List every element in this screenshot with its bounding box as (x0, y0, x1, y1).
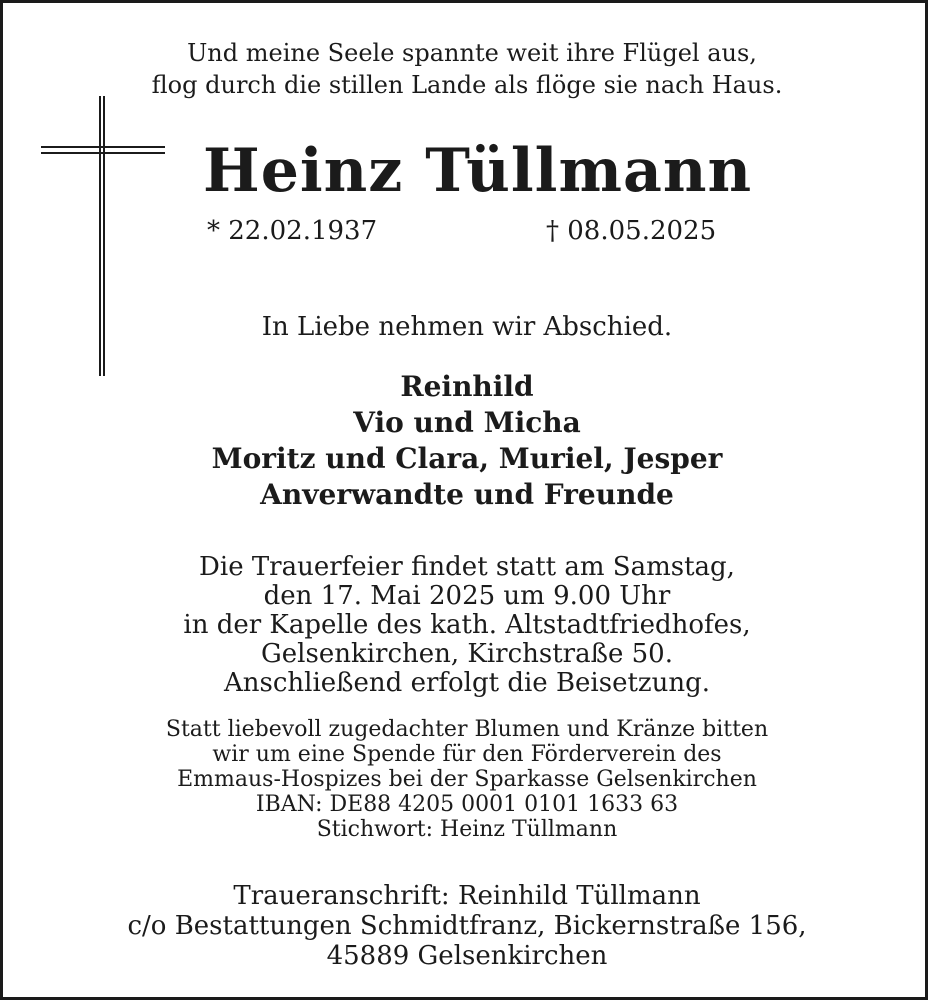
donation-keyword: Stichwort: Heinz Tüllmann (316, 817, 618, 842)
deceased-name: Heinz Tüllmann (203, 136, 753, 206)
donation-line: Emmaus-Hospizes bei der Sparkasse Gelsenkirchen (177, 767, 757, 792)
mourner-line: Reinhild (400, 370, 534, 403)
mourning-address (3, 881, 928, 971)
donation-iban: IBAN: DE88 4205 0001 0101 1633 63 (255, 792, 679, 817)
farewell-line: In Liebe nehmen wir Abschied. (261, 312, 673, 342)
ceremony-line: Die Trauerfeier findet statt am Samstag, (199, 552, 735, 582)
ceremony-line: Anschließend erfolgt die Beisetzung. (223, 668, 711, 698)
farewell-text (3, 309, 928, 345)
ceremony-line: Gelsenkirchen, Kirchstraße 50. (261, 639, 673, 669)
mourner-line: Anverwandte und Freunde (260, 478, 674, 511)
verse-line: Und meine Seele spannte weit ihre Flügel aus, (187, 39, 757, 67)
donation-line: Statt liebevoll zugedachter Blumen und Kränze bitten (165, 717, 769, 742)
verse-line: flog durch die stillen Lande als flöge sie nach Haus. (151, 71, 783, 99)
donation-line: wir um eine Spende für den Förderverein des (212, 742, 722, 767)
verse-quote (3, 37, 928, 101)
death-date: † 08.05.2025 (546, 216, 717, 246)
ceremony-line: den 17. Mai 2025 um 9.00 Uhr (263, 581, 671, 611)
birth-date: * 22.02.1937 (207, 216, 378, 246)
mourner-line: Moritz und Clara, Muriel, Jesper (211, 442, 723, 475)
mourner-line: Vio und Micha (353, 406, 581, 439)
address-line: 45889 Gelsenkirchen (326, 941, 608, 971)
ceremony-line: in der Kapelle des kath. Altstadtfriedhofes, (183, 610, 751, 640)
cross-horizontal-beam (41, 146, 165, 154)
ceremony-details (3, 553, 928, 698)
address-line: c/o Bestattungen Schmidtfranz, Bickernstraße 156, (127, 911, 807, 941)
address-line: Traueranschrift: Reinhild Tüllmann (233, 881, 701, 911)
mourners-list (3, 369, 928, 513)
donation-request (3, 717, 928, 842)
